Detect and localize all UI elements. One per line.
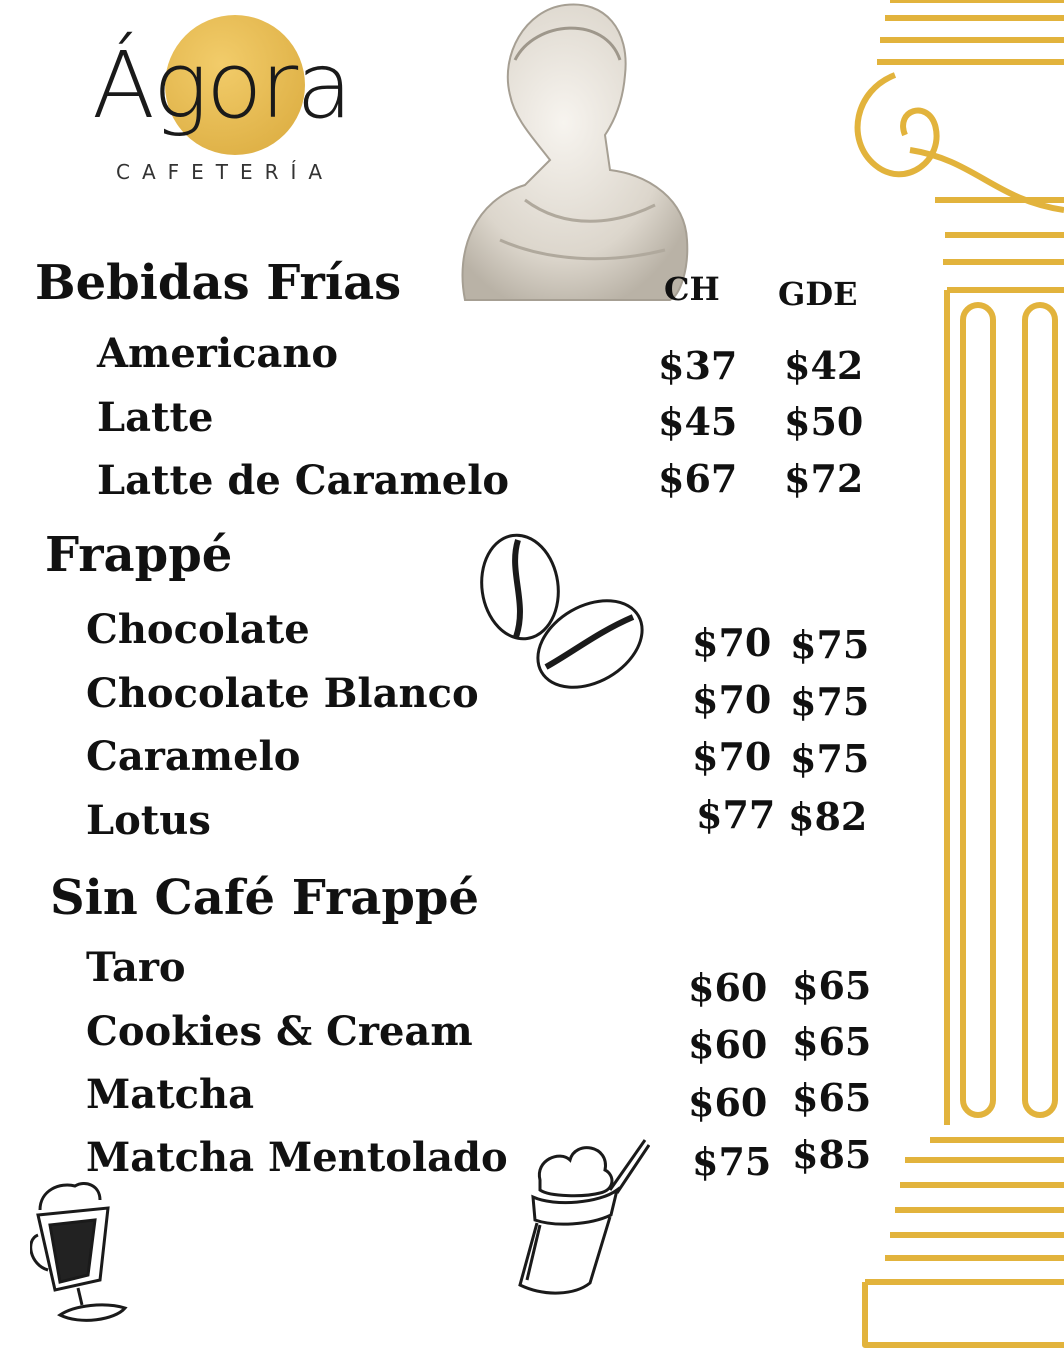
iced-coffee-glass-icon	[30, 1180, 155, 1335]
section-title: Sin Café Frappé	[50, 870, 479, 926]
menu-item-name: Matcha	[86, 1071, 255, 1118]
price-small: $60	[688, 1022, 768, 1067]
price-small: $60	[688, 965, 768, 1010]
frappe-cup-icon	[515, 1135, 650, 1300]
price-large: $75	[790, 622, 870, 667]
logo: Ágora	[92, 32, 351, 139]
price-large: $72	[784, 456, 864, 501]
price-large: $42	[784, 343, 864, 388]
menu-item-name: Caramelo	[86, 733, 301, 780]
price-large: $65	[792, 1075, 872, 1120]
menu-item-name: Latte de Caramelo	[97, 457, 510, 504]
menu-item-name: Matcha Mentolado	[86, 1134, 508, 1181]
size-header-small: CH	[664, 270, 720, 308]
menu-item-name: Taro	[86, 944, 186, 991]
section-title: Frappé	[45, 527, 233, 583]
price-small: $60	[688, 1080, 768, 1125]
price-small: $67	[658, 456, 738, 501]
price-small: $70	[692, 620, 772, 665]
price-large: $65	[792, 963, 872, 1008]
price-large: $65	[792, 1019, 872, 1064]
price-small: $77	[696, 792, 776, 837]
section-title: Bebidas Frías	[35, 255, 402, 311]
greek-bust-icon	[455, 0, 690, 305]
price-small: $70	[692, 677, 772, 722]
price-large: $50	[784, 399, 864, 444]
menu-item-name: Lotus	[86, 797, 211, 844]
menu-item-name: Cookies & Cream	[86, 1008, 473, 1055]
price-large: $75	[790, 736, 870, 781]
menu-item-name: Chocolate	[86, 606, 310, 653]
price-small: $45	[658, 399, 738, 444]
size-header-large: GDE	[778, 275, 858, 313]
menu-item-name: Americano	[97, 330, 339, 377]
menu-item-name: Latte	[97, 394, 214, 441]
price-large: $85	[792, 1132, 872, 1177]
price-large: $75	[790, 679, 870, 724]
price-small: $37	[658, 343, 738, 388]
price-small: $75	[692, 1139, 772, 1184]
price-large: $82	[788, 794, 868, 839]
logo-subtitle: CAFETERÍA	[116, 160, 335, 184]
coffee-beans-icon	[478, 532, 648, 694]
menu-item-name: Chocolate Blanco	[86, 670, 479, 717]
price-small: $70	[692, 734, 772, 779]
